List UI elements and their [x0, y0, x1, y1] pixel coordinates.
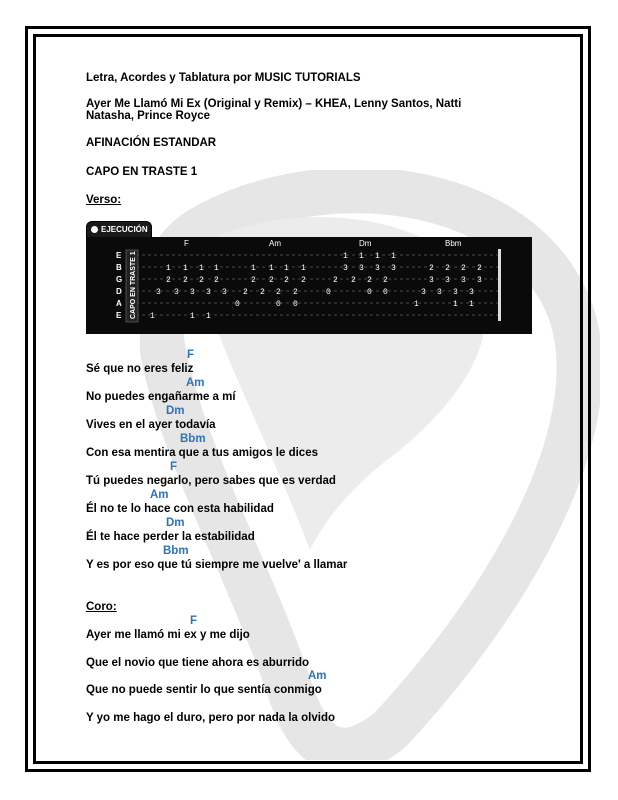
svg-text:2: 2	[166, 276, 171, 285]
tab-chord-name: Bbm	[445, 239, 462, 248]
tab-chord-name: F	[184, 239, 189, 248]
tab-staff	[86, 237, 532, 334]
svg-text:2: 2	[243, 288, 248, 297]
svg-text:3: 3	[156, 288, 161, 297]
lyric-line: Tú puedes negarlo, pero sabes que es verdad	[86, 475, 336, 487]
svg-text:3: 3	[206, 288, 211, 297]
svg-text:1: 1	[251, 264, 256, 273]
svg-text:0: 0	[367, 288, 372, 297]
svg-text:1: 1	[199, 264, 204, 273]
svg-text:3: 3	[469, 288, 474, 297]
chord-label: Bbm	[163, 545, 189, 557]
svg-text:3: 3	[461, 276, 466, 285]
svg-text:0: 0	[383, 288, 388, 297]
svg-text:0: 0	[326, 288, 331, 297]
svg-text:2: 2	[260, 288, 265, 297]
svg-text:2: 2	[477, 264, 482, 273]
svg-text:3: 3	[343, 264, 348, 273]
svg-text:1: 1	[391, 252, 396, 261]
lyric-line: Y yo me hago el duro, pero por nada la olvido	[86, 712, 335, 724]
tab-capo-label: CAPO EN TRASTE 1	[130, 251, 137, 319]
svg-text:1: 1	[214, 264, 219, 273]
lyric-line: Vives en el ayer todavía	[86, 419, 216, 431]
svg-text:2: 2	[383, 276, 388, 285]
svg-text:2: 2	[276, 288, 281, 297]
tab-string-name: B	[116, 263, 122, 272]
svg-text:1: 1	[469, 300, 474, 309]
tab-chord-name: Am	[269, 239, 281, 248]
svg-text:3: 3	[453, 288, 458, 297]
svg-text:2: 2	[333, 276, 338, 285]
svg-text:3: 3	[429, 276, 434, 285]
svg-text:3: 3	[359, 264, 364, 273]
svg-text:3: 3	[421, 288, 426, 297]
svg-text:1: 1	[375, 252, 380, 261]
svg-text:1: 1	[453, 300, 458, 309]
verse-heading: Verso:	[86, 194, 122, 206]
svg-text:3: 3	[391, 264, 396, 273]
tab-string-name: D	[116, 287, 122, 296]
chord-label: Am	[150, 489, 169, 501]
svg-text:0: 0	[235, 300, 240, 309]
verse-tablature	[86, 221, 532, 334]
song-title-line-1: Ayer Me Llamó Mi Ex (Original y Remix) – KHEA, Lenny Santos, Natti	[86, 98, 462, 110]
svg-text:1: 1	[343, 252, 348, 261]
svg-text:2: 2	[269, 276, 274, 285]
lyric-line: Sé que no eres feliz	[86, 363, 194, 375]
svg-text:3: 3	[222, 288, 227, 297]
svg-text:1: 1	[166, 264, 171, 273]
chorus-heading: Coro:	[86, 601, 117, 613]
svg-text:2: 2	[199, 276, 204, 285]
tab-chord-name: Dm	[359, 239, 372, 248]
chord-label: Dm	[166, 405, 185, 417]
chord-label: Bbm	[180, 433, 206, 445]
svg-text:1: 1	[301, 264, 306, 273]
chord-label: Am	[186, 377, 205, 389]
svg-text:2: 2	[301, 276, 306, 285]
chord-label: F	[170, 461, 178, 473]
tuning-label: AFINACIÓN ESTANDAR	[86, 137, 217, 149]
svg-text:2: 2	[293, 288, 298, 297]
svg-text:2: 2	[461, 264, 466, 273]
svg-text:1: 1	[183, 264, 188, 273]
lyric-line: No puedes engañarme a mí	[86, 391, 236, 403]
tab-tag	[86, 221, 152, 237]
svg-text:1: 1	[284, 264, 289, 273]
svg-text:3: 3	[445, 276, 450, 285]
svg-text:2: 2	[214, 276, 219, 285]
lyric-line: Que no puede sentir lo que sentía conmigo	[86, 684, 322, 696]
svg-text:3: 3	[375, 264, 380, 273]
chord-label: Am	[308, 670, 327, 682]
chord-label: F	[187, 349, 195, 361]
svg-text:1: 1	[359, 252, 364, 261]
tab-string-name: E	[116, 251, 122, 260]
svg-text:2: 2	[367, 276, 372, 285]
tab-string-name: E	[116, 311, 122, 320]
play-dot-icon	[91, 226, 98, 233]
svg-text:2: 2	[183, 276, 188, 285]
svg-text:1: 1	[150, 312, 155, 321]
svg-text:2: 2	[445, 264, 450, 273]
svg-text:2: 2	[429, 264, 434, 273]
lyric-line: Con esa mentira que a tus amigos le dices	[86, 447, 318, 459]
svg-text:2: 2	[284, 276, 289, 285]
tab-string-name: G	[116, 275, 123, 284]
chord-label: Dm	[166, 517, 185, 529]
tab-string-name: A	[116, 299, 122, 308]
chord-label: F	[190, 615, 198, 627]
svg-text:1: 1	[269, 264, 274, 273]
svg-text:3: 3	[437, 288, 442, 297]
lyric-line: Que el novio que tiene ahora es aburrido	[86, 657, 310, 669]
svg-text:1: 1	[414, 300, 419, 309]
svg-text:3: 3	[477, 276, 482, 285]
lyric-line: Ayer me llamó mi ex y me dijo	[86, 629, 250, 641]
svg-text:2: 2	[351, 276, 356, 285]
lyric-line: Y es por eso que tú siempre me vuelve' a llamar	[86, 559, 348, 571]
svg-text:1: 1	[190, 312, 195, 321]
svg-text:1: 1	[206, 312, 211, 321]
credit-line: Letra, Acordes y Tablatura por MUSIC TUTORIALS	[86, 72, 361, 84]
svg-text:0: 0	[276, 300, 281, 309]
lyric-line: Él te hace perder la estabilidad	[86, 531, 255, 543]
tab-tag-label: EJECUCIÓN	[101, 225, 148, 234]
svg-text:3: 3	[174, 288, 179, 297]
svg-text:0: 0	[293, 300, 298, 309]
svg-text:2: 2	[251, 276, 256, 285]
song-title-line-2: Natasha, Prince Royce	[86, 110, 211, 122]
lyric-line: Él no te lo hace con esta habilidad	[86, 503, 274, 515]
tab-body	[86, 237, 532, 334]
svg-text:3: 3	[190, 288, 195, 297]
capo-label: CAPO EN TRASTE 1	[86, 166, 198, 178]
